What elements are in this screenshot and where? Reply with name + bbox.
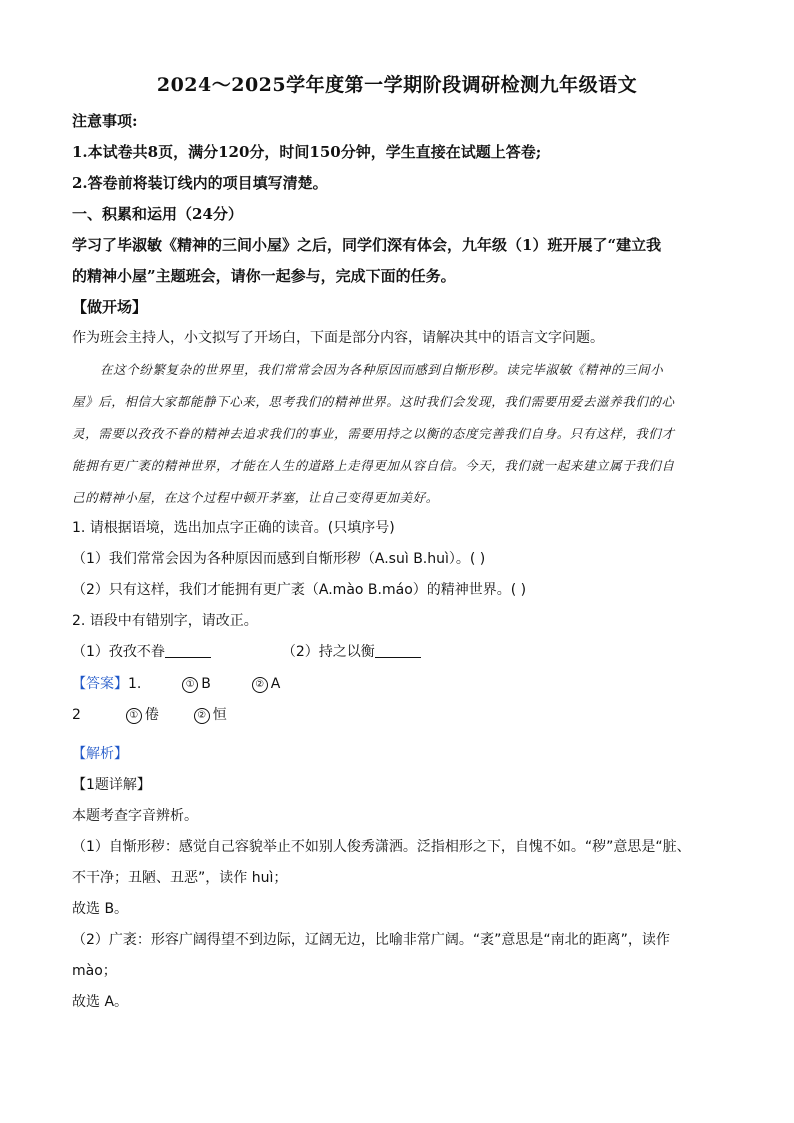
question-2-subs <box>72 641 421 661</box>
passage-line-5: 己的精神小屋，在这个过程中顿开茅塞，让自己变得更加美好。 <box>72 490 439 505</box>
analysis-p1-line-1: （1）自惭形秽：感觉自己容貌举止不如别人俊秀潇洒。泛指相形之下，自愧不如。“秽”意思是“脏、 <box>72 839 691 855</box>
answer-tag: 【答案】 <box>72 676 128 692</box>
answer-q2-number: 2 <box>72 707 81 723</box>
answer-q2-1: 倦 <box>144 707 159 723</box>
question-1-sub-2: （2）只有这样，我们才能拥有更广袤（A.mào B.máo）的精神世界。( ) <box>72 582 527 598</box>
question-2-sub-2: （2）持之以衡 <box>281 644 375 660</box>
question-1-sub-1: （1）我们常常会因为各种原因而感到自惭形秽（A.suì B.huì）。( ) <box>72 551 486 567</box>
passage-line-4: 能拥有更广袤的精神世界，才能在人生的道路上走得更加从容自信。今天，我们就一起来建立属于我们自 <box>72 458 675 473</box>
intro-line-1: 学习了毕淑敏《精神的三间小屋》之后，同学们深有体会，九年级（1）班开展了“建立我 <box>72 236 662 254</box>
circled-number-1: ① <box>182 677 198 693</box>
analysis-topic: 本题考查字音辨析。 <box>72 808 198 824</box>
question-1-stem: 1. 请根据语境，选出加点字正确的读音。(只填序号) <box>72 520 395 536</box>
notice-item-2: 2.答卷前将装订线内的项目填写清楚。 <box>72 174 328 192</box>
answer-q1-2: A <box>270 676 281 692</box>
circled-number-3: ① <box>126 708 142 724</box>
section-heading: 一、积累和运用（24分） <box>72 205 243 223</box>
intro-line-2: 的精神小屋”主题班会，请你一起参与，完成下面的任务。 <box>72 267 456 285</box>
analysis-p1-line-2: 不干净；丑陋、丑恶”，读作 huì； <box>72 870 288 886</box>
question-2-stem: 2. 语段中有错别字，请改正。 <box>72 613 258 629</box>
task-instruction: 作为班会主持人，小文拟写了开场白，下面是部分内容，请解决其中的语言文字问题。 <box>72 330 604 346</box>
answer-q1-number: 1. <box>128 676 142 692</box>
answer-q2-2: 恒 <box>212 707 227 723</box>
answer-blank-2[interactable] <box>375 643 421 658</box>
question-2-sub-1: （1）孜孜不眷 <box>72 644 165 660</box>
subsection-heading: 【做开场】 <box>72 298 148 316</box>
analysis-p2-line-1: （2）广袤：形容广阔得望不到边际，辽阔无边，比喻非常广阔。“袤”意思是“南北的距离”，读作 <box>72 932 670 948</box>
analysis-tag: 【解析】 <box>72 746 128 762</box>
passage-line-1: 在这个纷繁复杂的世界里，我们常常会因为各种原因而感到自惭形秽。读完毕淑敏《精神的三间小 <box>100 362 664 377</box>
answer-row-2 <box>72 704 227 724</box>
circled-number-2: ② <box>252 677 268 693</box>
detail-heading: 【1题详解】 <box>72 777 151 793</box>
notice-item-1: 1.本试卷共8页，满分120分，时间150分钟，学生直接在试题上答卷; <box>72 143 542 161</box>
page-title: 2024～2025学年度第一学期阶段调研检测九年级语文 <box>156 74 638 96</box>
passage-line-3: 灵，需要以孜孜不眷的精神去追求我们的事业，需要用持之以衡的态度完善我们自身。只有这样，我们才 <box>72 426 675 441</box>
answer-row-1 <box>72 673 280 693</box>
analysis-p1-choice: 故选 B。 <box>72 901 129 917</box>
analysis-p2-choice: 故选 A。 <box>72 994 129 1010</box>
answer-q1-1: B <box>201 676 211 692</box>
analysis-p2-line-2: mào； <box>72 963 117 979</box>
circled-number-4: ② <box>194 708 210 724</box>
notice-heading: 注意事项: <box>72 112 138 130</box>
answer-blank-1[interactable] <box>165 643 211 658</box>
passage-line-2: 屋》后，相信大家都能静下心来，思考我们的精神世界。这时我们会发现，我们需要用爱去滋养我们的心 <box>72 394 675 409</box>
